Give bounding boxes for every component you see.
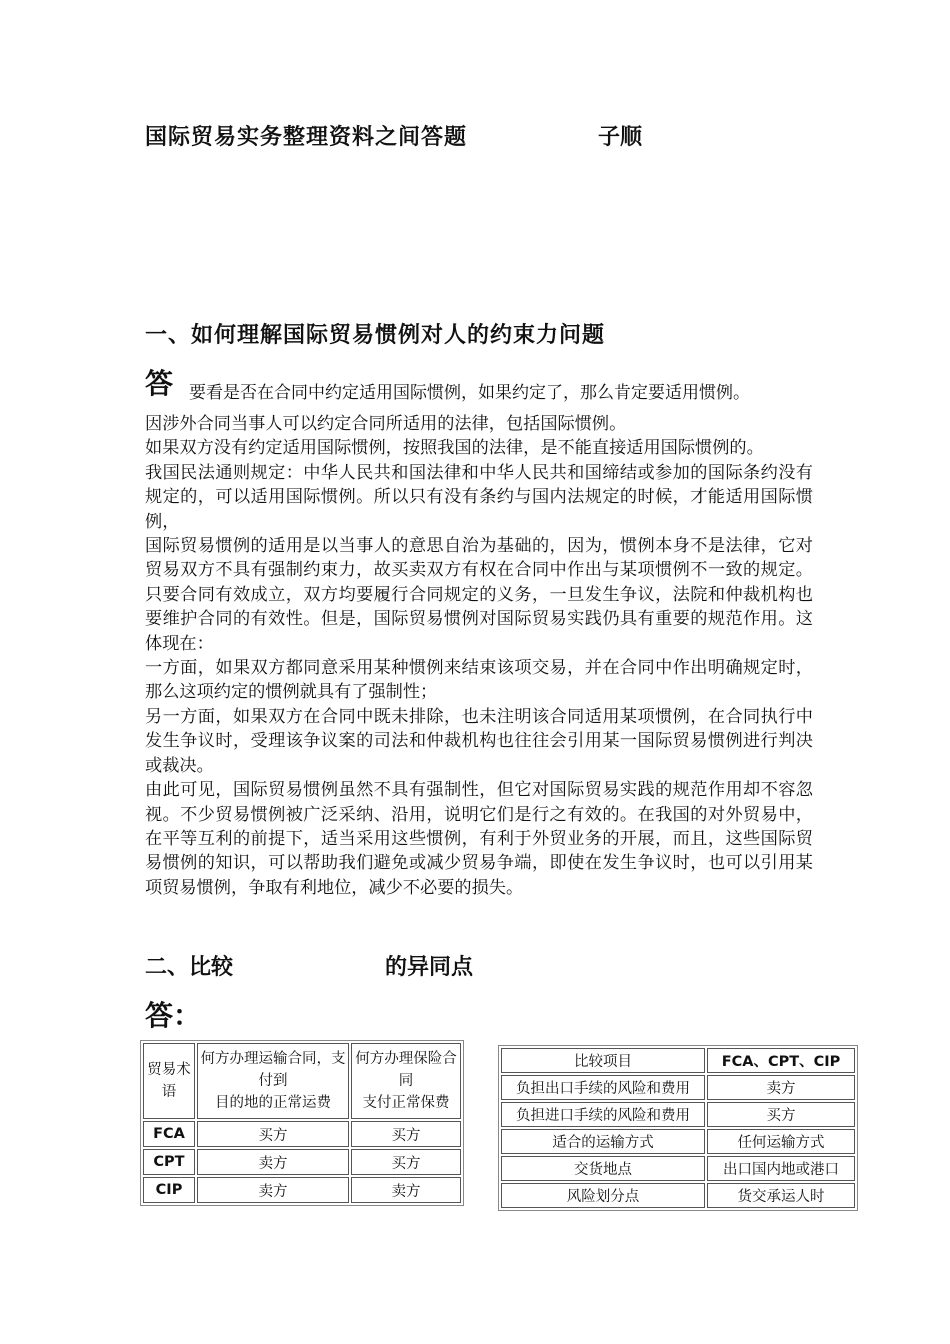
table-cell: 卖方: [197, 1149, 349, 1175]
table-cell: CPT: [143, 1149, 195, 1175]
table-cell: 货交承运人时: [707, 1183, 855, 1208]
table-cell: 适合的运输方式: [501, 1129, 705, 1154]
document-author: 子顺: [598, 125, 643, 150]
answer-1-paragraph: 另一方面，如果双方在合同中既未排除，也未注明该合同适用某项惯例，在合同执行中发生争议时，受理该争议案的司法和仲裁机构也往往会引用某一国际贸易惯例进行判决或裁决。: [145, 706, 813, 776]
answer-2-label: 答：: [145, 999, 202, 1032]
table-cell: 买方: [351, 1149, 461, 1175]
table-cell: 交货地点: [501, 1156, 705, 1181]
answer-1-paragraph: 因涉外合同当事人可以约定合同所适用的法律，包括国际惯例。: [145, 414, 627, 434]
table-cell: 出口国内地或港口: [707, 1156, 855, 1181]
table-cell: 卖方: [351, 1177, 461, 1203]
question-1-heading: 一、如何理解国际贸易惯例对人的约束力问题: [145, 323, 606, 348]
answer-1-paragraph: 由此可见，国际贸易惯例虽然不具有强制性，但它对国际贸易实践的规范作用却不容忽视。不少贸易惯例被广泛采纳、沿用，说明它们是行之有效的。在我国的对外贸易中，在平等互利的前提下，适当采用这些惯例，有利于外贸业务的开展，而且，这些国际贸易惯例的知识，可以帮助我们避免或减少贸易争端，即使在发生争议时，也可以引用某项贸易惯例，争取有利地位，减少不必要的损失。: [145, 780, 813, 898]
table-cell: 买方: [351, 1121, 461, 1147]
table-cell: 负担出口手续的风险和费用: [501, 1075, 705, 1100]
question-2-heading-end: 的异同点: [385, 955, 474, 980]
answer-1-paragraph: 国际贸易惯例的适用是以当事人的意思自治为基础的，因为，惯例本身不是法律，它对贸易双方不具有强制约束力，故买卖双方有权在合同中作出与某项惯例不一致的规定。只要合同有效成立，双方均要履行合同规定的义务，一旦发生争议，法院和仲裁机构也要维护合同的有效性。但是，国际贸易惯例对国际贸易实践仍具有重要的规范作用。这体现在：: [145, 536, 813, 654]
document-title: 国际贸易实务整理资料之间答题: [145, 125, 468, 150]
table-cell: FCA: [143, 1121, 195, 1147]
table-cell: CIP: [143, 1177, 195, 1203]
answer-1-paragraph: 如果双方没有约定适用国际惯例，按照我国的法律，是不能直接适用国际惯例的。: [145, 438, 764, 459]
table-header-cell: 何方办理保险合同 支付正常保费: [351, 1043, 461, 1119]
table-header-cell: 何方办理运输合同，支付到 目的地的正常运费: [197, 1043, 349, 1119]
answer-1-label: 答: [145, 367, 174, 400]
table-cell: 买方: [197, 1121, 349, 1147]
question-2-heading-start: 二、比较: [145, 955, 234, 980]
table-cell: 买方: [707, 1102, 855, 1127]
trade-terms-table: [140, 1040, 464, 1206]
table-cell: 负担进口手续的风险和费用: [501, 1102, 705, 1127]
table-cell: 风险划分点: [501, 1183, 705, 1208]
table-cell: 卖方: [707, 1075, 855, 1100]
answer-1-paragraph: 一方面，如果双方都同意采用某种惯例来结束该项交易，并在合同中作出明确规定时，那么这项约定的惯例就具有了强制性；: [145, 658, 813, 703]
table-header-cell: 贸易术语: [143, 1043, 195, 1119]
table-cell: 卖方: [197, 1177, 349, 1203]
table-cell: 任何运输方式: [707, 1129, 855, 1154]
comparison-table: [498, 1045, 858, 1211]
table-header-cell: FCA、CPT、CIP: [707, 1048, 855, 1073]
answer-1-first-line: 要看是否在合同中约定适用国际惯例，如果约定了，那么肯定要适用惯例。: [189, 383, 750, 403]
table-header-cell: 比较项目: [501, 1048, 705, 1073]
answer-1-paragraph: 我国民法通则规定：中华人民共和国法律和中华人民共和国缔结或参加的国际条约没有规定的，可以适用国际惯例。所以只有没有条约与国内法规定的时候，才能适用国际惯例，: [145, 462, 813, 532]
answer-1-body: [145, 412, 813, 900]
